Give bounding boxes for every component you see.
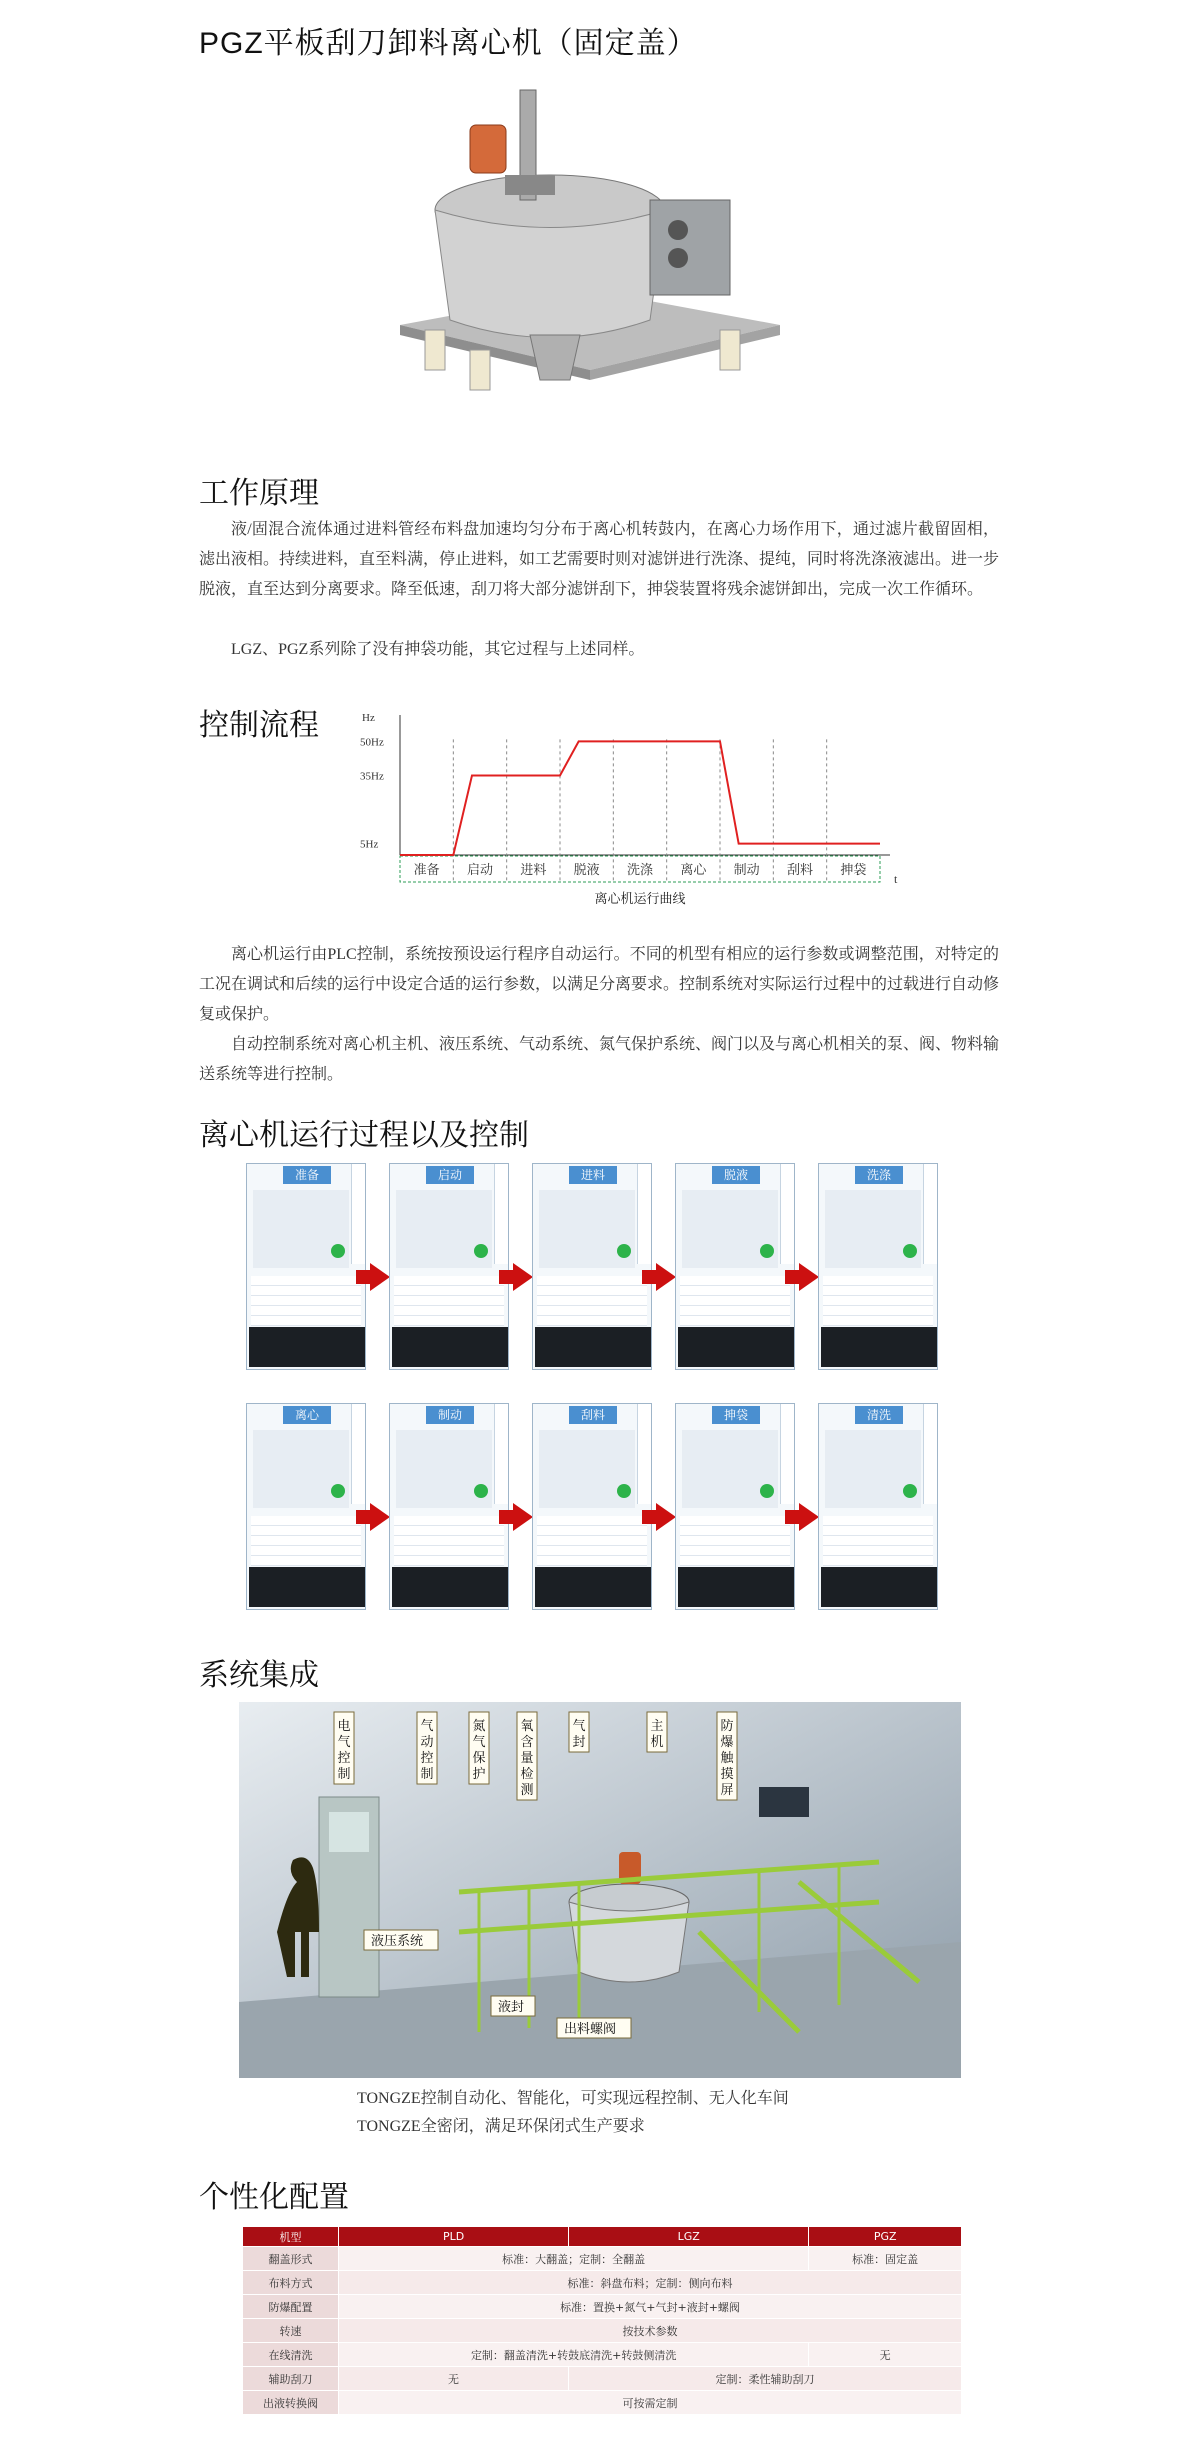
process-step-sidebar	[351, 1164, 365, 1264]
table-row	[243, 2271, 962, 2295]
flow-arrow-icon	[656, 1503, 676, 1531]
config-row-header: 转速	[243, 2319, 339, 2343]
phase-label: 制动	[733, 862, 760, 877]
run-curve-line	[400, 741, 880, 855]
flow-arrow-icon	[656, 1263, 676, 1291]
phase-label: 洗涤	[626, 862, 654, 877]
config-cell: 按技术参数	[339, 2319, 962, 2343]
integration-label-tag	[417, 1712, 437, 1784]
config-cell: 标准：固定盖	[809, 2247, 962, 2271]
integration-label: 防爆触摸屏	[720, 1718, 734, 1797]
process-step-trend	[535, 1567, 651, 1607]
go-indicator-icon	[903, 1484, 917, 1498]
process-step-params	[537, 1516, 647, 1566]
y-tick-label: 35Hz	[360, 770, 384, 783]
process-step-params	[251, 1276, 361, 1326]
go-indicator-icon	[760, 1484, 774, 1498]
process-step-params	[394, 1276, 504, 1326]
flow-arrow-icon	[513, 1263, 533, 1291]
go-indicator-icon	[760, 1244, 774, 1258]
process-step-trend	[678, 1567, 794, 1607]
page-title: PGZ平板刮刀卸料离心机（固定盖）	[199, 27, 698, 60]
x-axis-label: t	[894, 872, 898, 886]
process-step-sidebar	[494, 1404, 508, 1504]
process-step-params	[823, 1276, 933, 1326]
process-step-trend	[678, 1327, 794, 1367]
process-step-params	[394, 1516, 504, 1566]
config-row-header: 布料方式	[243, 2271, 339, 2295]
chart-caption: 离心机运行曲线	[594, 891, 686, 906]
process-step-sidebar	[780, 1404, 794, 1504]
process-flow-row-1	[246, 1163, 956, 1373]
phase-label: 准备	[413, 862, 440, 877]
process-panel	[389, 1163, 509, 1370]
process-step-title: 制动	[426, 1406, 474, 1424]
config-cell: 无	[339, 2367, 569, 2391]
flow-arrow-icon	[799, 1503, 819, 1531]
config-cell: 定制：柔性辅助刮刀	[569, 2367, 962, 2391]
phase-label: 进料	[520, 862, 547, 877]
process-step-title: 抻袋	[712, 1406, 760, 1424]
integration-caption-1: TONGZE控制自动化、智能化，可实现远程控制、无人化车间	[357, 2090, 789, 2107]
config-column-header: PLD	[339, 2227, 569, 2247]
integration-label-tag	[647, 1712, 667, 1752]
config-column-header: LGZ	[569, 2227, 809, 2247]
principle-paragraph-2: LGZ、PGZ系列除了没有抻袋功能，其它过程与上述同样。	[231, 641, 645, 658]
process-step-params	[680, 1276, 790, 1326]
go-indicator-icon	[331, 1244, 345, 1258]
process-step-params	[537, 1276, 647, 1326]
process-step-trend	[392, 1327, 508, 1367]
process-step-sidebar	[637, 1404, 651, 1504]
process-panel	[246, 1163, 366, 1370]
config-cell: 标准：大翻盖；定制：全翻盖	[339, 2247, 809, 2271]
table-row	[243, 2343, 962, 2367]
process-step-title: 进料	[569, 1166, 617, 1184]
integration-label: 电气控制	[337, 1718, 351, 1781]
integration-label-tag	[364, 1930, 438, 1950]
process-step-trend	[535, 1327, 651, 1367]
config-row-header: 翻盖形式	[243, 2247, 339, 2271]
integration-label-tag	[491, 1996, 535, 2016]
process-step-sidebar	[494, 1164, 508, 1264]
process-step-params	[251, 1516, 361, 1566]
process-step-trend	[821, 1327, 937, 1367]
y-tick-label: 50Hz	[360, 736, 384, 749]
run-curve-chart	[340, 705, 920, 945]
control-paragraph-1: 离心机运行由PLC控制，系统按预设运行程序自动运行。不同的机型有相应的运行参数或调整范围，对特定的工况在调试和后续的运行中设定合适的运行参数，以满足分离要求。控制系统对实际运行过程中的过载进行自动修复或保护。	[199, 946, 1000, 1023]
flow-arrow-icon	[370, 1263, 390, 1291]
process-step-title: 脱液	[712, 1166, 760, 1184]
process-flow-row-2	[246, 1403, 956, 1613]
process-step-sidebar	[923, 1404, 937, 1504]
table-row	[243, 2367, 962, 2391]
go-indicator-icon	[331, 1484, 345, 1498]
system-integration-illustration	[239, 1702, 961, 2078]
table-row	[243, 2295, 962, 2319]
config-cell: 标准：置换+氮气+气封+液封+螺阀	[339, 2295, 962, 2319]
integration-label-tag	[469, 1712, 489, 1784]
process-step-trend	[821, 1567, 937, 1607]
process-step-trend	[392, 1567, 508, 1607]
flow-arrow-icon	[370, 1503, 390, 1531]
principle-paragraph-1: 液/固混合流体通过进料管经布料盘加速均匀分布于离心机转鼓内，在离心力场作用下，通过滤片截留固相，滤出液相。持续进料，直至料满，停止进料，如工艺需要时则对滤饼进行洗涤、提纯，同时将洗涤液滤出。进一步脱液，直至达到分离要求。降至低速，刮刀将大部分滤饼刮下，抻袋装置将残余滤饼卸出，完成一次工作循环。	[199, 521, 1000, 598]
process-step-title: 洗涤	[855, 1166, 903, 1184]
integration-label: 液压系统	[371, 1933, 424, 1948]
y-axis-label: Hz	[362, 712, 375, 724]
integration-label: 出料螺阀	[564, 2021, 617, 2036]
phase-label: 启动	[466, 862, 494, 877]
process-step-params	[823, 1516, 933, 1566]
config-cell: 标准：斜盘布料；定制：侧向布料	[339, 2271, 962, 2295]
process-step-trend	[249, 1567, 365, 1607]
process-panel	[389, 1403, 509, 1610]
phase-label: 抻袋	[840, 862, 867, 877]
integration-caption-2: TONGZE全密闭，满足环保闭式生产要求	[357, 2118, 645, 2135]
process-panel	[818, 1163, 938, 1370]
config-table	[242, 2226, 962, 2415]
config-column-header: 机型	[243, 2227, 339, 2247]
flow-arrow-icon	[799, 1263, 819, 1291]
config-cell: 可按需定制	[339, 2391, 962, 2415]
integration-label-tag	[717, 1712, 737, 1800]
control-paragraph-2: 自动控制系统对离心机主机、液压系统、气动系统、氮气保护系统、阀门以及与离心机相关的泵、阀、物料输送系统等进行控制。	[199, 1036, 1000, 1083]
process-step-title: 刮料	[569, 1406, 617, 1424]
process-step-title: 准备	[283, 1166, 331, 1184]
integration-label-tag	[517, 1712, 537, 1800]
process-panel	[818, 1403, 938, 1610]
config-cell: 定制：翻盖清洗+转鼓底清洗+转鼓侧清洗	[339, 2343, 809, 2367]
process-heading: 离心机运行过程以及控制	[199, 1119, 529, 1152]
config-row-header: 出液转换阀	[243, 2391, 339, 2415]
go-indicator-icon	[617, 1244, 631, 1258]
process-panel	[675, 1403, 795, 1610]
table-row	[243, 2319, 962, 2343]
integration-label: 氮气保护	[472, 1718, 486, 1781]
integration-label: 气封	[572, 1718, 586, 1749]
process-step-sidebar	[351, 1404, 365, 1504]
go-indicator-icon	[474, 1244, 488, 1258]
process-panel	[675, 1163, 795, 1370]
process-panel	[532, 1163, 652, 1370]
config-heading: 个性化配置	[199, 2181, 349, 2214]
config-table-header	[243, 2227, 962, 2247]
config-row-header: 防爆配置	[243, 2295, 339, 2319]
process-step-sidebar	[637, 1164, 651, 1264]
process-step-title: 离心	[283, 1406, 331, 1424]
config-row-header: 在线清洗	[243, 2343, 339, 2367]
config-row-header: 辅助刮刀	[243, 2367, 339, 2391]
process-step-sidebar	[780, 1164, 794, 1264]
go-indicator-icon	[617, 1484, 631, 1498]
integration-label-tag	[334, 1712, 354, 1784]
flow-arrow-icon	[513, 1503, 533, 1531]
principle-heading: 工作原理	[199, 477, 319, 510]
integration-heading: 系统集成	[199, 1659, 319, 1692]
phase-label: 离心	[680, 862, 707, 877]
go-indicator-icon	[474, 1484, 488, 1498]
process-step-title: 启动	[426, 1166, 474, 1184]
integration-label: 主机	[650, 1718, 664, 1749]
centrifuge-illustration	[380, 80, 800, 440]
integration-label: 氧含量检测	[520, 1718, 534, 1797]
integration-label: 液封	[498, 1999, 525, 2014]
table-row	[243, 2391, 962, 2415]
process-step-title: 清洗	[855, 1406, 903, 1424]
config-column-header: PGZ	[809, 2227, 962, 2247]
go-indicator-icon	[903, 1244, 917, 1258]
integration-label-tag	[569, 1712, 589, 1752]
process-step-trend	[249, 1327, 365, 1367]
integration-label-tag	[557, 2018, 631, 2038]
process-step-params	[680, 1516, 790, 1566]
phase-label: 刮料	[786, 862, 814, 877]
config-cell: 无	[809, 2343, 962, 2367]
integration-label: 气动控制	[420, 1718, 434, 1781]
process-step-sidebar	[923, 1164, 937, 1264]
process-panel	[246, 1403, 366, 1610]
process-panel	[532, 1403, 652, 1610]
phase-label: 脱液	[573, 862, 600, 877]
y-tick-label: 5Hz	[360, 838, 379, 851]
table-row	[243, 2247, 962, 2271]
control-heading: 控制流程	[199, 709, 319, 742]
